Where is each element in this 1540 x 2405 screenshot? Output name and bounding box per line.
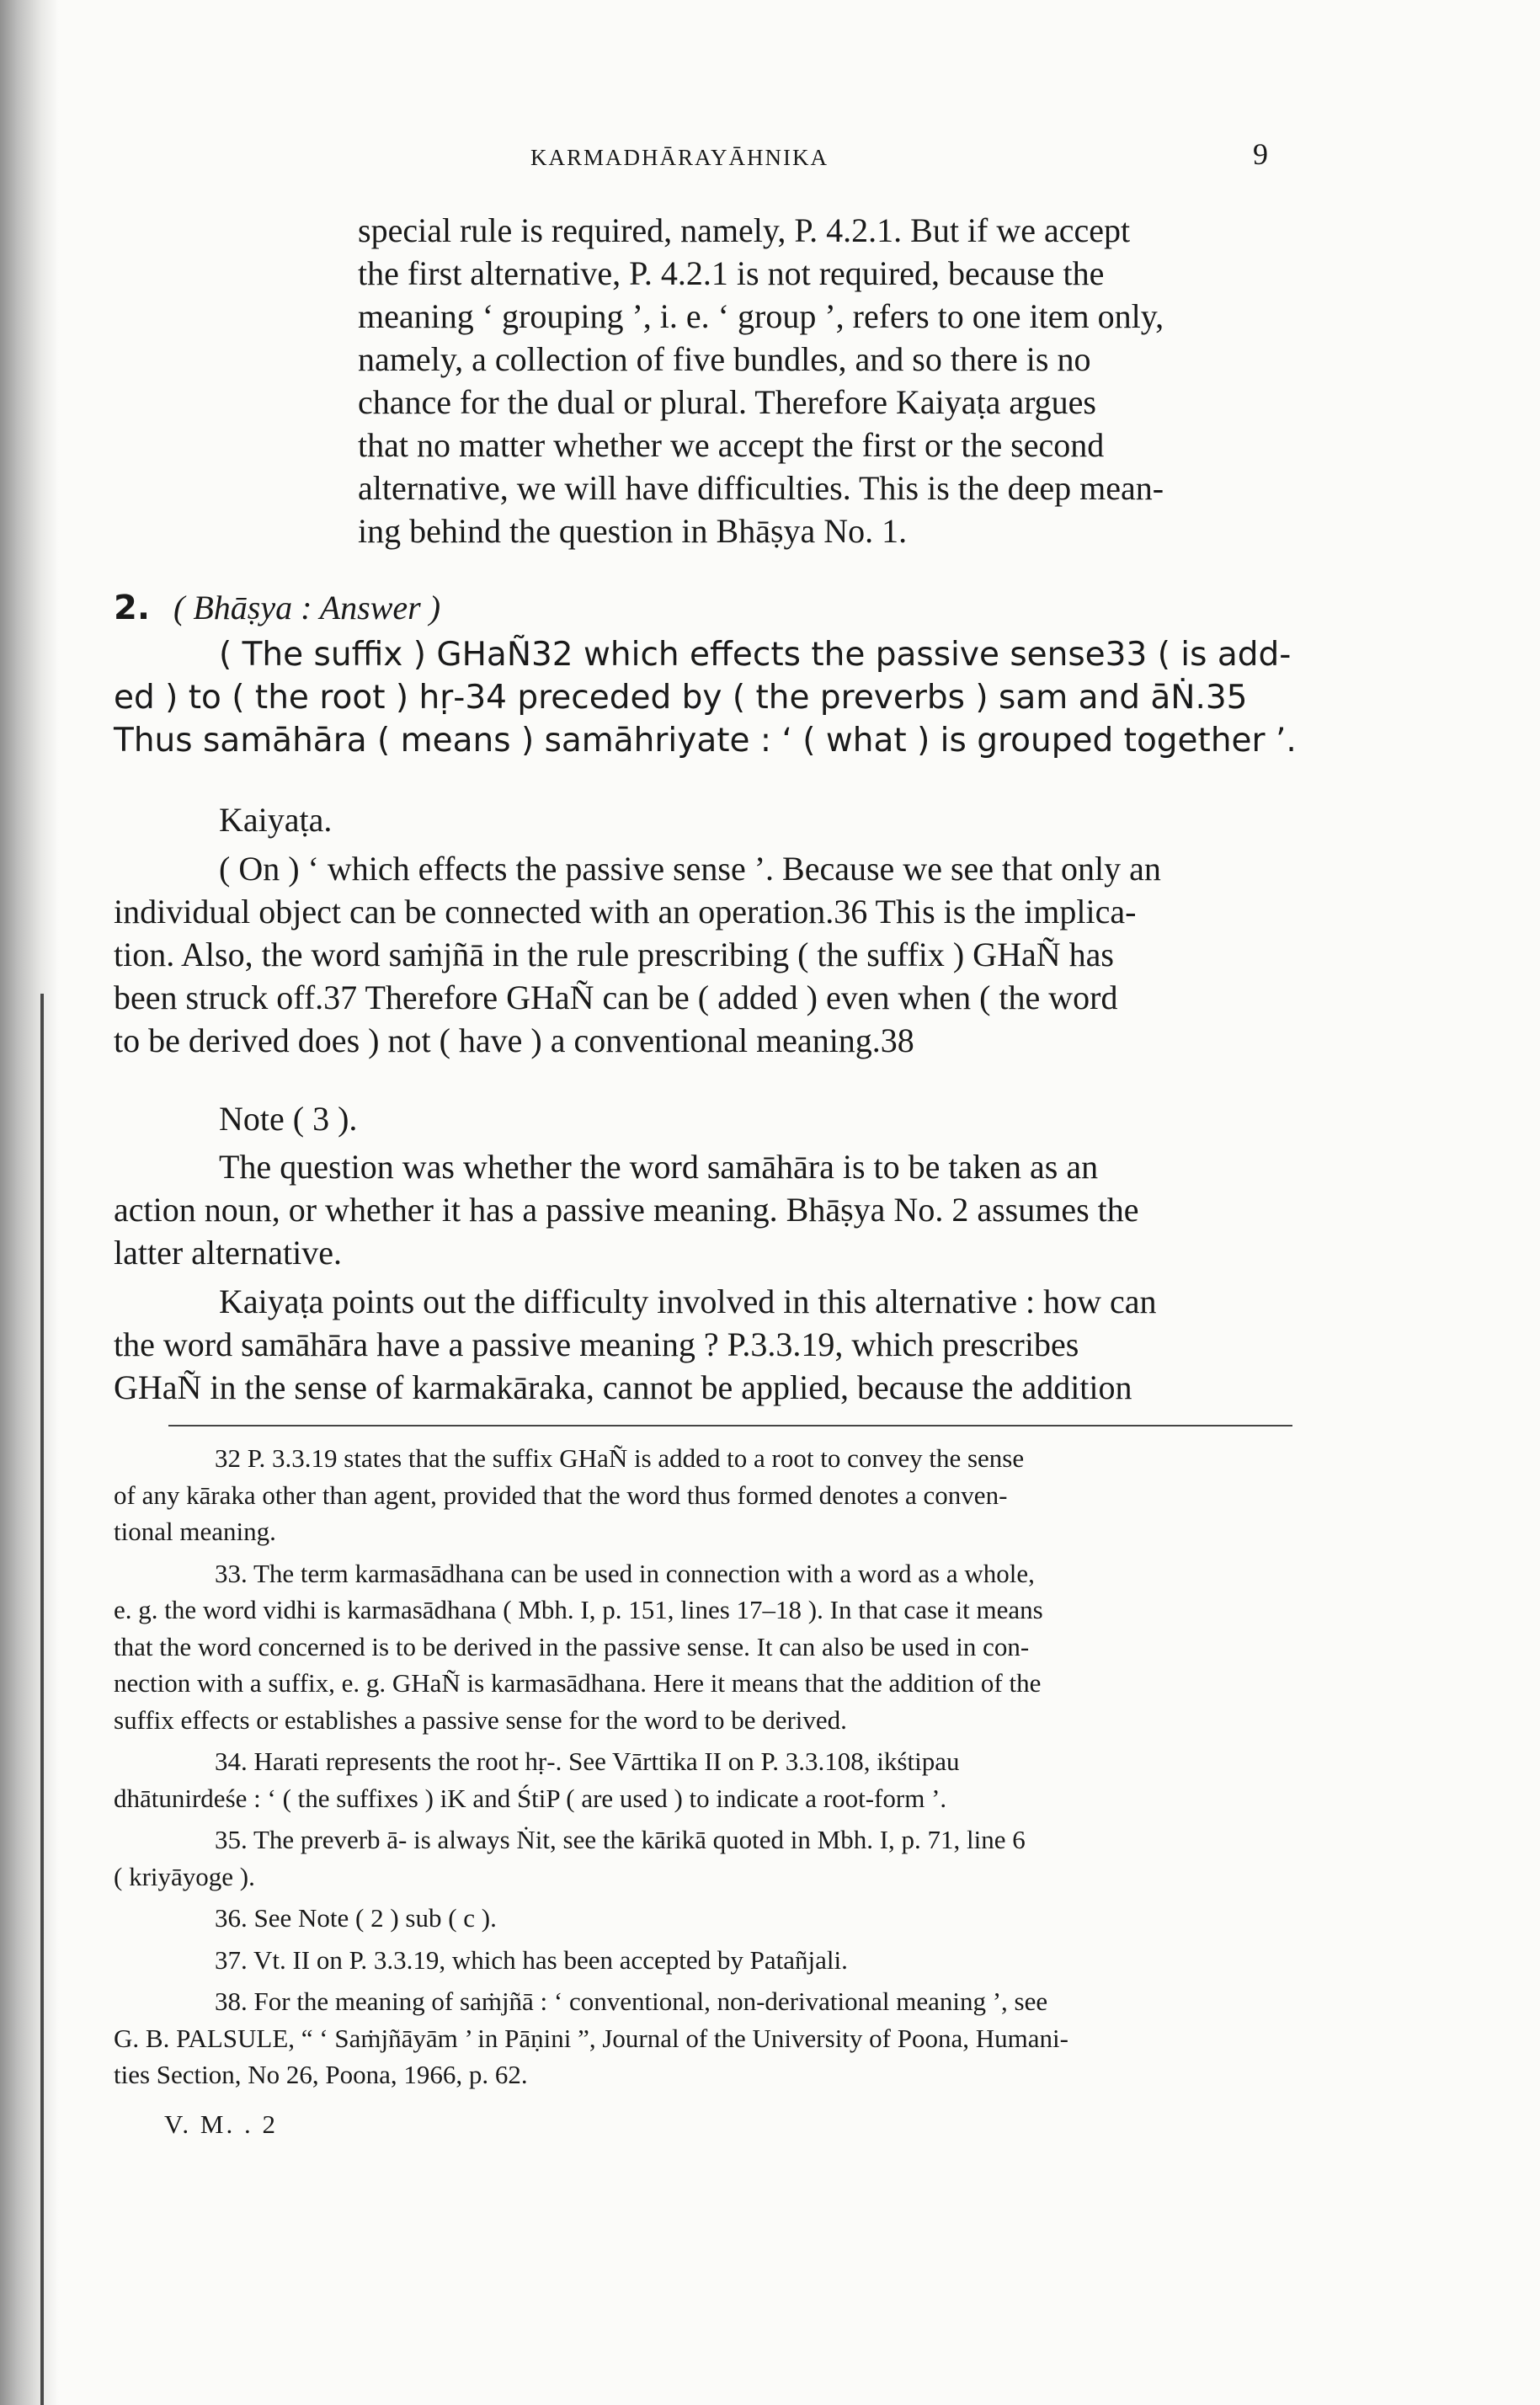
kaiyata-heading: Kaiyaṭa. bbox=[219, 801, 333, 839]
section-2-heading bbox=[114, 588, 440, 627]
text-line: been struck off.37 Therefore GHaÑ can be ( added ) even when ( the word bbox=[114, 979, 1118, 1016]
footnote-32 bbox=[114, 1440, 1288, 1550]
text-line: The question was whether the word samāhāra is to be taken as an bbox=[219, 1148, 1099, 1186]
footnote-line: 34. Harati represents the root hṛ-. See Vārttika II on P. 3.3.108, ikśtipau bbox=[215, 1746, 960, 1776]
footnote-line: dhātunirdeśe : ‘ ( the suffixes ) iK and ŚtiP ( are used ) to indicate a root-form ’. bbox=[114, 1783, 947, 1813]
footnote-rule bbox=[168, 1425, 1292, 1426]
text-line: tion. Also, the word saṁjñā in the rule prescribing ( the suffix ) GHaÑ has bbox=[114, 936, 1114, 973]
text-line: GHaÑ in the sense of karmakāraka, cannot be applied, because the addition bbox=[114, 1368, 1132, 1406]
footnote-line: ties Section, No 26, Poona, 1966, p. 62. bbox=[114, 2060, 528, 2089]
footnote-line: 37. Vt. II on P. 3.3.19, which has been accepted by Patañjali. bbox=[215, 1944, 848, 1975]
text-line: Kaiyaṭa points out the difficulty involved in this alternative : how can bbox=[219, 1282, 1157, 1320]
footnote-line: 36. See Note ( 2 ) sub ( c ). bbox=[215, 1903, 497, 1933]
footnote-line: 35. The preverb ā- is always Ṅit, see the kārikā quoted in Mbh. I, p. 71, line 6 bbox=[215, 1825, 1026, 1854]
text-line: the first alternative, P. 4.2.1 is not required, because the bbox=[358, 254, 1105, 292]
footnote-line: tional meaning. bbox=[114, 1517, 276, 1546]
footnotes bbox=[114, 1440, 1288, 2098]
text-line: meaning ‘ grouping ’, i. e. ‘ group ’, refers to one item only, bbox=[358, 297, 1164, 335]
bhasya-answer bbox=[114, 633, 1297, 762]
scan-shadow-edge bbox=[0, 0, 59, 2405]
scan-binding-line bbox=[40, 994, 44, 2405]
footnote-line: e. g. the word vidhi is karmasādhana ( Mbh. I, p. 151, lines 17–18 ). In that case it means bbox=[114, 1595, 1043, 1624]
footnote-37 bbox=[114, 1942, 1288, 1979]
text-line: the word samāhāra have a passive meaning ? P.3.3.19, which prescribes bbox=[114, 1325, 1079, 1363]
footnote-34 bbox=[114, 1743, 1288, 1816]
footnote-line: 38. For the meaning of saṁjñā : ‘ conventional, non-derivational meaning ’, see bbox=[215, 1986, 1048, 2016]
footnote-line: ( kriyāyoge ). bbox=[114, 1861, 255, 1891]
footnote-33 bbox=[114, 1555, 1288, 1739]
text-line: ( On ) ‘ which effects the passive sense ’. Because we see that only an bbox=[219, 850, 1161, 888]
page-number: 9 bbox=[1253, 137, 1268, 171]
footnote-line: suffix effects or establishes a passive sense for the word to be derived. bbox=[114, 1704, 847, 1735]
footnote-38 bbox=[114, 1983, 1288, 2093]
kaiyata-commentary bbox=[114, 847, 1292, 1062]
text-line: action noun, or whether it has a passive meaning. Bhāṣya No. 2 assumes the bbox=[114, 1191, 1139, 1229]
footnote-line: 33. The term karmasādhana can be used in connection with a word as a whole, bbox=[215, 1558, 1035, 1588]
section-number: 2. bbox=[114, 589, 151, 627]
intro-paragraph bbox=[358, 209, 1292, 552]
text-line: namely, a collection of five bundles, and so there is no bbox=[358, 340, 1091, 378]
text-line: chance for the dual or plural. Therefore Kaiyaṭa argues bbox=[358, 383, 1096, 421]
text-line: special rule is required, namely, P. 4.2.1. But if we accept bbox=[358, 211, 1131, 249]
footnote-line: of any kāraka other than agent, provided that the word thus formed denotes a conven- bbox=[114, 1480, 1008, 1510]
footnote-35 bbox=[114, 1821, 1288, 1895]
text-line: Thus samāhāra ( means ) samāhriyate : ‘ ( what ) is grouped together ’. bbox=[114, 722, 1297, 760]
text-line: latter alternative. bbox=[114, 1234, 342, 1272]
note-3-paragraph-1 bbox=[114, 1145, 1292, 1274]
page-header bbox=[0, 136, 1540, 179]
text-line: ed ) to ( the root ) hṛ-34 preceded by ( the preverbs ) sam and āṄ.35 bbox=[114, 679, 1248, 717]
footnote-line: G. B. PALSULE, “ ‘ Saṁjñāyām ’ in Pāṇini ”, Journal of the University of Poona, Humani- bbox=[114, 2023, 1068, 2053]
footnote-line: that the word concerned is to be derived in the passive sense. It can also be used in con- bbox=[114, 1631, 1030, 1661]
section-label: ( Bhāṣya : Answer ) bbox=[173, 589, 441, 627]
footnote-36 bbox=[114, 1900, 1288, 1937]
note-3-heading: Note ( 3 ). bbox=[219, 1100, 358, 1138]
text-line: individual object can be connected with an operation.36 This is the implica- bbox=[114, 893, 1137, 931]
text-line: ( The suffix ) GHaÑ32 which effects the passive sense33 ( is add- bbox=[219, 636, 1292, 674]
footnote-line: nection with a suffix, e. g. GHaÑ is karmasādhana. Here it means that the addition of the bbox=[114, 1668, 1042, 1698]
footnote-line: 32 P. 3.3.19 states that the suffix GHaÑ is added to a root to convey the sense bbox=[215, 1443, 1025, 1473]
printer-signature: V. M. . 2 bbox=[164, 2109, 278, 2139]
running-head: KARMADHĀRAYĀHNIKA bbox=[530, 145, 829, 170]
text-line: that no matter whether we accept the first or the second bbox=[358, 426, 1105, 464]
text-line: ing behind the question in Bhāṣya No. 1. bbox=[358, 512, 908, 550]
text-line: alternative, we will have difficulties. This is the deep mean- bbox=[358, 469, 1164, 507]
note-3-paragraph-2 bbox=[114, 1280, 1292, 1409]
text-line: to be derived does ) not ( have ) a conventional meaning.38 bbox=[114, 1021, 914, 1059]
